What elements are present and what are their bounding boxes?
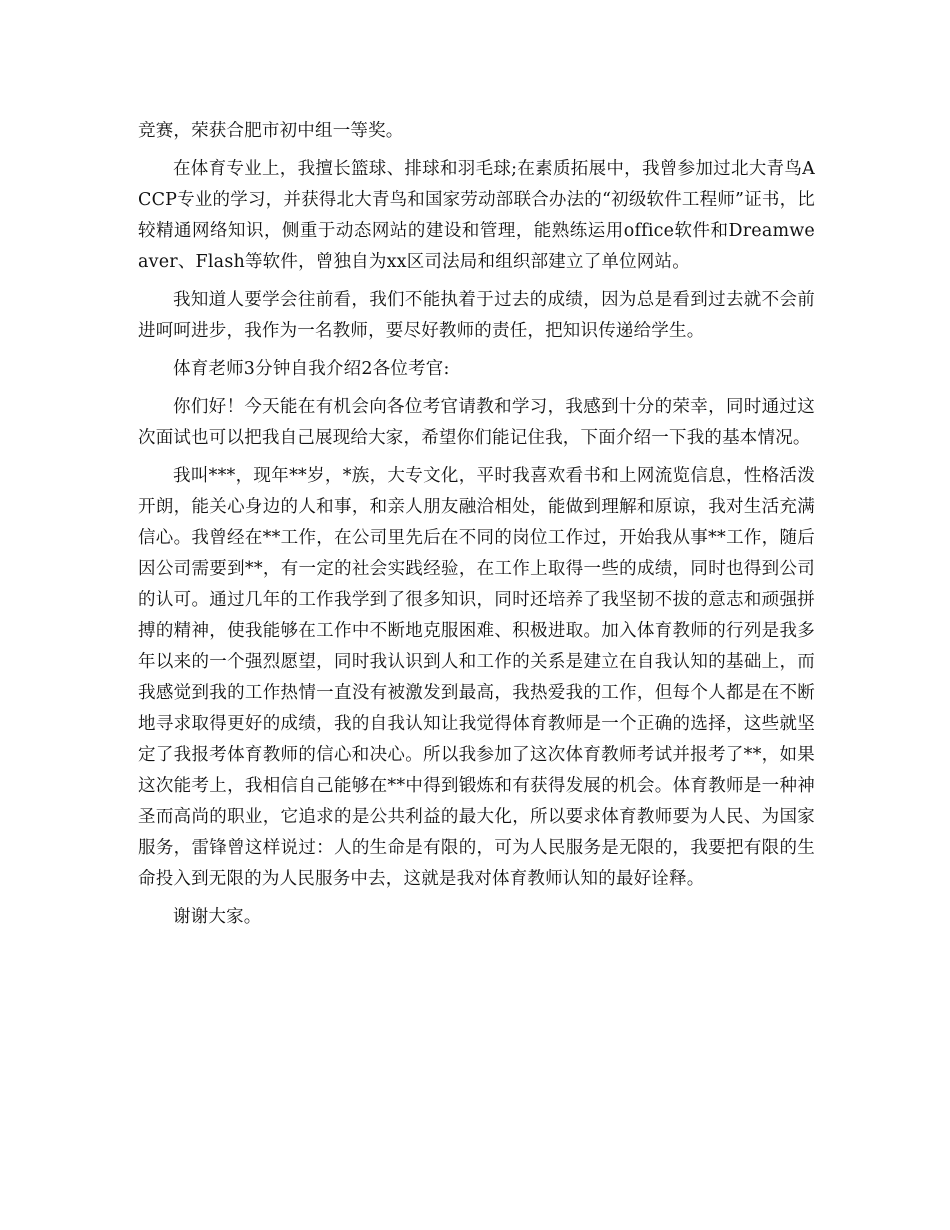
paragraph-award: 竞赛，荣获合肥市初中组一等奖。 (138, 121, 404, 141)
paragraph-closing: 谢谢大家。 (173, 907, 262, 927)
paragraph-skills: 在体育专业上，我擅长篮球、排球和羽毛球;在素质拓展中，我曾参加过北大青鸟ACCP专业的学习，并获得北大青鸟和国家劳动部联合办法的“初级软件工程师”证书，比较精通网络知识，侧重于动态网站的建设和管理，能熟练运用office软件和Dreamweaver、Flash等软件，曾独自为xx区司法局和组织部建立了单位网站。 (138, 159, 815, 272)
paragraph-introduction: 我叫***，现年**岁，*族，大专文化，平时我喜欢看书和上网流览信息，性格活泼开朗，能关心身边的人和事，和亲人朋友融洽相处，能做到理解和原谅，我对生活充满信心。我曾经在**工作，在公司里先后在不同的岗位工作过，开始我从事**工作，随后因公司需要到**，有一定的社会实践经验，在工作上取得一些的成绩，同时也得到公司的认可。通过几年的工作我学到了很多知识，同时还培养了我坚韧不拔的意志和顽强拼搏的精神，使我能够在工作中不断地克服困难、积极进取。加入体育教师的行列是我多年以来的一个强烈愿望，同时我认识到人和工作的关系是建立在自我认知的基础上，而我感觉到我的工作热情一直没有被激发到最高，我热爱我的工作，但每个人都是在不断地寻求取得更好的成绩，我的自我认知让我觉得体育教师是一个正确的选择，这些就坚定了我报考体育教师的信心和决心。所以我参加了这次体育教师考试并报考了**，如果这次能考上，我相信自己能够在**中得到锻炼和有获得发展的机会。体育教师是一种神圣而高尚的职业，它追求的是公共利益的最大化，所以要求体育教师要为人民、为国家服务，雷锋曾这样说过：人的生命是有限的，可为人民服务是无限的，我要把有限的生命投入到无限的为人民服务中去，这就是我对体育教师认知的最好诠释。 (138, 466, 815, 889)
section-heading: 体育老师3分钟自我介绍2各位考官: (173, 359, 450, 379)
paragraph-greeting: 你们好！今天能在有机会向各位考官请教和学习，我感到十分的荣幸，同时通过这次面试也可以把我自己展现给大家，希望你们能记住我，下面介绍一下我的基本情况。 (138, 397, 815, 448)
paragraph-outlook: 我知道人要学会往前看，我们不能执着于过去的成绩，因为总是看到过去就不会前进呵呵进步，我作为一名教师，要尽好教师的责任，把知识传递给学生。 (138, 290, 815, 341)
